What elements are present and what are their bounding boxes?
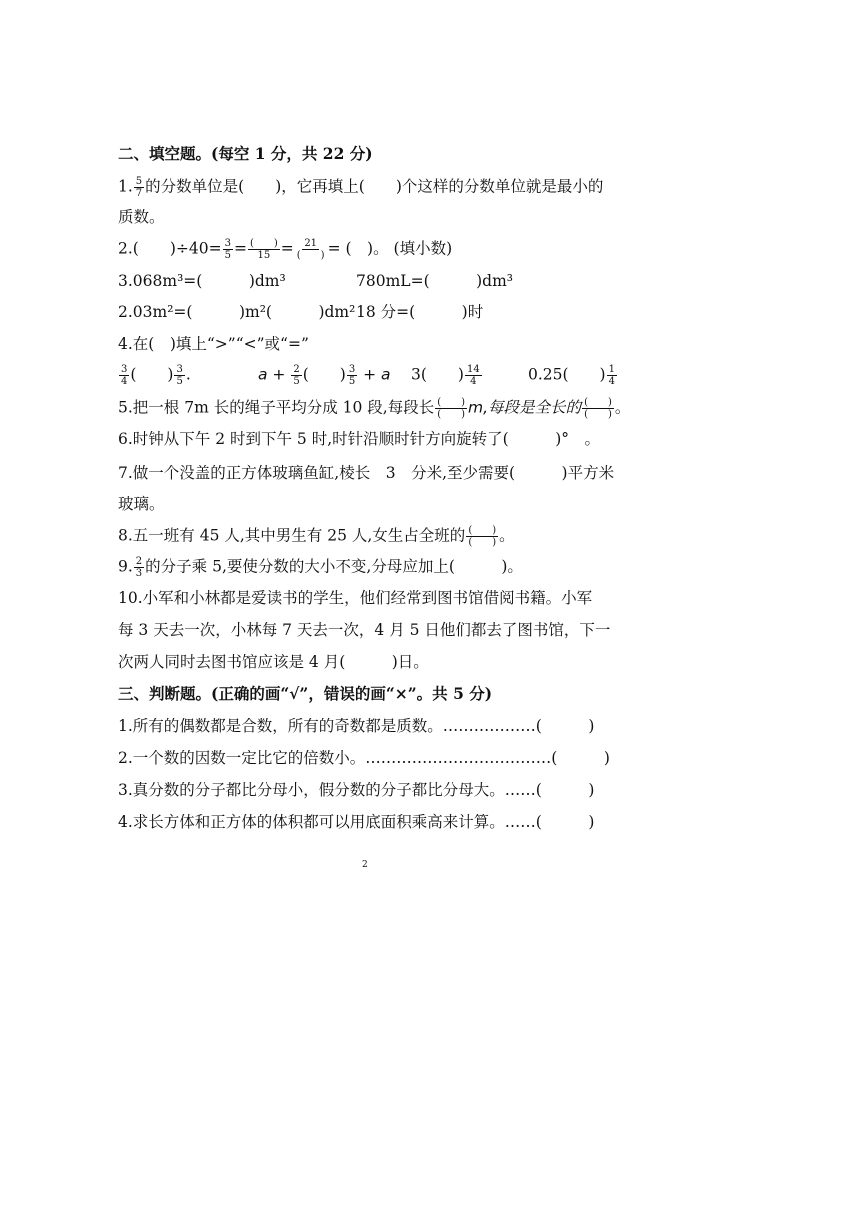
question-10-line1: 10.小军和小林都是爱读书的学生，他们经常到图书馆借阅书籍。小军	[118, 589, 593, 607]
q3-left: 3.068m³=( )dm³	[118, 272, 286, 290]
q3-right: 780mL=( )dm³	[356, 272, 513, 290]
q4-expr-1: $\frac{3}{4}$ ( ) $\frac{3}{5}$ .	[121, 364, 191, 387]
judge-item-4: 4.求长方体和正方体的体积都可以用底面积乘高来计算。……( )	[118, 813, 595, 831]
question-3-line2	[118, 302, 483, 322]
fraction: $\frac{( )}{15}$	[249, 238, 278, 261]
q3b-right: 18 分=( )时	[356, 303, 484, 321]
q4-expr-3: 3( ) $\frac{14}{4}$	[411, 364, 480, 387]
question-3-line1	[118, 271, 513, 291]
question-10-line2: 每 3 天去一次，小林每 7 天去一次，4 月 5 日他们都去了图书馆，下一	[118, 621, 611, 639]
question-10-line3: 次两人同时去图书馆应该是 4 月( )日。	[118, 653, 429, 671]
fraction-blank: $\frac{( )}{( )}$	[468, 525, 497, 548]
question-5: 5.把一根 7m 长的绳子平均分成 10 段,每段长 $\frac{( )}{( )}$ m,每段是全长的 $\frac{( )}{( )}$ 。	[118, 397, 631, 420]
section3-title: 三、判断题。(正确的画“√”，错误的画“×”。共 5 分)	[118, 684, 493, 703]
section2-title: 二、填空题。(每空 1 分，共 22 分)	[118, 144, 373, 163]
q9-text: 的分子乘 5,要使分数的大小不变,分母应加上( )。	[145, 557, 523, 576]
fraction: $\frac{2}{3}$	[135, 556, 143, 579]
question-8: 8.五一班有 45 人,其中男生有 25 人,女生占全班的 $\frac{( )}{( )}$ 。	[118, 525, 515, 548]
q4-expr-2: a + $\frac{2}{5}$ ( ) $\frac{3}{5}$ + a	[258, 364, 391, 387]
equals: =	[233, 239, 247, 258]
q5-text: 5.把一根 7m 长的绳子平均分成 10 段,每段长	[118, 398, 435, 417]
judge-item-2: 2.一个数的因数一定比它的倍数小。………………………………( )	[118, 749, 610, 767]
fraction: $\frac{21}{( )}$	[296, 238, 325, 261]
judge-item-1: 1.所有的偶数都是合数，所有的奇数都是质数。………………( )	[118, 717, 595, 735]
q2-tail: = ( )。 (填小数)	[327, 239, 453, 258]
fraction-blank: $\frac{( )}{( )}$	[437, 397, 466, 420]
question-4: 4.在( )填上“>”“<”或“=”	[118, 335, 309, 353]
question-7-line2: 玻璃。	[118, 495, 165, 513]
fraction-blank: $\frac{( )}{( )}$	[584, 397, 612, 420]
q2-prefix: 2.( )÷40=	[118, 239, 222, 258]
q8-text: 8.五一班有 45 人,其中男生有 25 人,女生占全班的	[118, 526, 466, 545]
question-1-line2: 质数。	[118, 208, 165, 226]
question-7-line1: 7.做一个没盖的正方体玻璃鱼缸,棱长 3 分米,至少需要( )平方米	[118, 464, 615, 482]
question-1-line1	[118, 176, 603, 199]
q3b-left: 2.03m²=( )m²( )dm²	[118, 303, 356, 321]
question-6: 6.时钟从下午 2 时到下午 5 时,时针沿顺时针方向旋转了( )° 。	[118, 430, 600, 448]
question-4-expressions	[118, 364, 618, 387]
equals: =	[280, 239, 294, 258]
fraction: $\frac{3}{5}$	[224, 238, 231, 261]
q1-prefix: 1.	[118, 177, 133, 196]
judge-item-3: 3.真分数的分子都比分母小，假分数的分子都比分母大。……( )	[118, 781, 595, 799]
q1-text: 的分数单位是( )，它再填上( )个这样的分数单位就是最小的	[145, 177, 604, 196]
fraction: $\frac{5}{7}$	[135, 176, 143, 199]
question-9: 9. $\frac{2}{3}$ 的分子乘 5,要使分数的大小不变,分母应加上( )。	[118, 556, 523, 579]
q5-text-2: m,每段是全长的	[468, 398, 582, 417]
question-2	[118, 238, 452, 261]
q4-expr-4: 0.25( ) $\frac{1}{4}$	[528, 364, 615, 387]
page-number: 2	[362, 860, 368, 870]
